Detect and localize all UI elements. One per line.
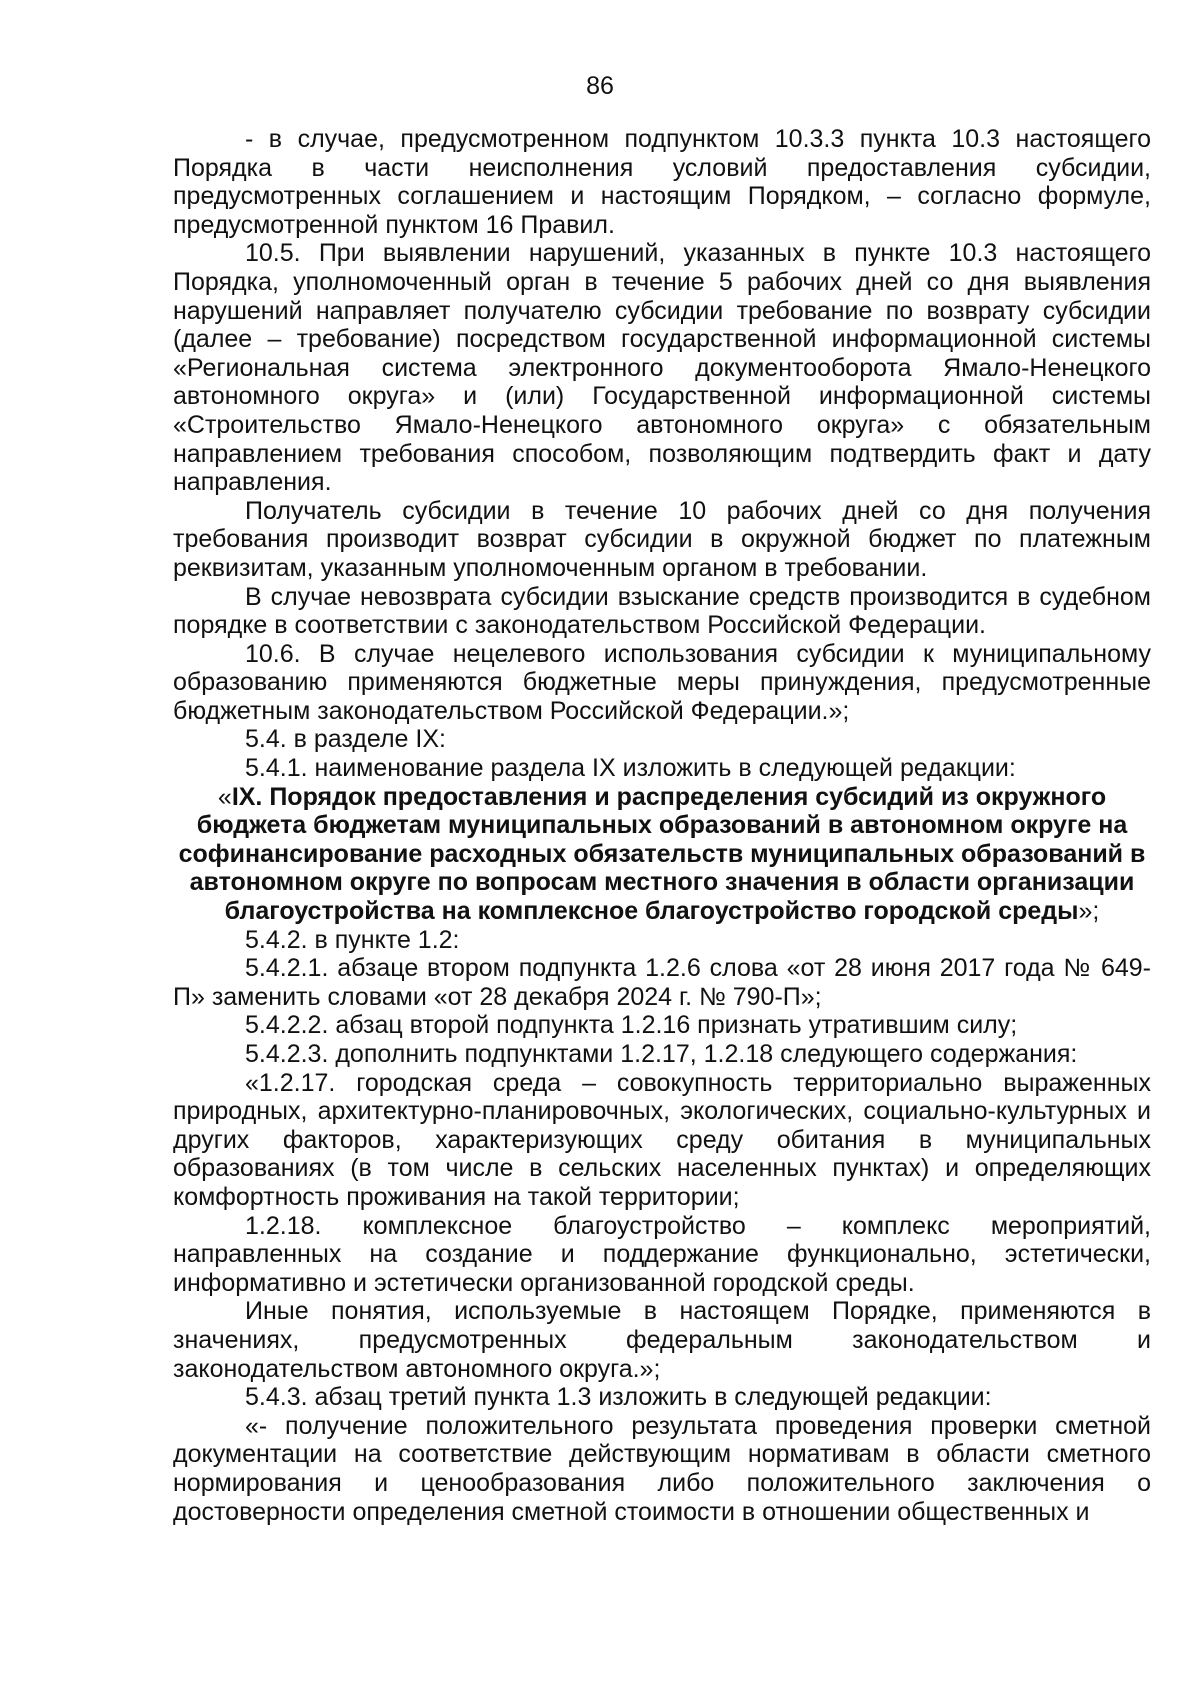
paragraph: 10.6. В случае нецелевого использования субсидии к муниципальному образованию применяются бюджетные меры принуждения, предусмотренные бюджетным законодательством Российской Федерации.»; — [173, 639, 1151, 725]
paragraph: «- получение положительного результата проведения проверки сметной документации на соответствие действующим нормативам в области сметного нормирования и ценообразования либо положительного заключения о достоверности определения сметной стоимости в отношении общественных и — [173, 1411, 1151, 1526]
paragraph: 5.4.2.2. абзац второй подпункта 1.2.16 признать утратившим силу; — [245, 1011, 1018, 1040]
page-number: 86 — [586, 72, 614, 100]
paragraph: 5.4.2.3. дополнить подпунктами 1.2.17, 1.2.18 следующего содержания: — [245, 1040, 1078, 1068]
paragraph: «1.2.17. городская среда – совокупность территориально выраженных природных, архитектурно-планировочных, экологических, социально-культурных и других факторов, характеризующих среду обитания в муниципальных образованиях (в том числе в сельских населенных пунктах) и определяющих комфортность проживания на такой территории; — [173, 1068, 1151, 1211]
paragraph: 5.4. в разделе IX: — [245, 725, 446, 754]
section-heading-text: IX. Порядок предоставления и распределения субсидий из окружного бюджета бюджетам муниципальных образований в автономном округе на софинансирование расходных обязательств муниципальных образований в автономном округе по вопросам местного значения в области организации благоустройства на комплексное благоустройство городской среды — [178, 782, 1146, 926]
paragraph: 10.5. При выявлении нарушений, указанных в пункте 10.3 настоящего Порядка, уполномоченный орган в течение 5 рабочих дней со дня выявления нарушений направляет получателю субсидии требование по возврату субсидии (далее – требование) посредством государственной информационной системы «Региональная система электронного документооборота Ямало-Ненецкого автономного округа» и (или) Государственной информационной системы «Строительство Ямало-Ненецкого автономного округа» с обязательным направлением требования способом, позволяющим подтвердить факт и дату направления. — [173, 239, 1151, 497]
paragraph: 1.2.18. комплексное благоустройство – комплекс мероприятий, направленных на создание и поддержание функционально, эстетически, информативно и эстетически организованной городской среды. — [173, 1211, 1151, 1297]
heading-close-quote: »; — [1078, 897, 1100, 926]
paragraph: Иные понятия, используемые в настоящем Порядке, применяются в значениях, предусмотренных федеральным законодательством и законодательством автономного округа.»; — [173, 1297, 1151, 1383]
paragraph: Получатель субсидии в течение 10 рабочих дней со дня получения требования производит возврат субсидии в окружной бюджет по платежным реквизитам, указанным уполномоченным органом в требовании. — [173, 496, 1151, 582]
paragraph: 5.4.2. в пункте 1.2: — [245, 925, 460, 954]
paragraph: - в случае, предусмотренном подпунктом 10.3.3 пункта 10.3 настоящего Порядка в части неисполнения условий предоставления субсидии, предусмотренных соглашением и настоящим Порядком, – согласно формуле, предусмотренной пунктом 16 Правил. — [173, 125, 1151, 239]
document-body — [173, 125, 1151, 1526]
paragraph: 5.4.3. абзац третий пункта 1.3 изложить в следующей редакции: — [245, 1383, 992, 1412]
paragraph: В случае невозврата субсидии взыскание средств производится в судебном порядке в соответствии с законодательством Российской Федерации. — [173, 582, 1151, 640]
paragraph: 5.4.2.1. абзаце втором подпункта 1.2.6 слова «от 28 июня 2017 года № 649-П» заменить словами «от 28 декабря 2024 г. № 790-П»; — [173, 954, 1151, 1011]
section-heading — [173, 783, 1151, 926]
paragraph: 5.4.1. наименование раздела IX изложить в следующей редакции: — [245, 754, 1016, 783]
heading-open-quote: « — [217, 782, 232, 811]
